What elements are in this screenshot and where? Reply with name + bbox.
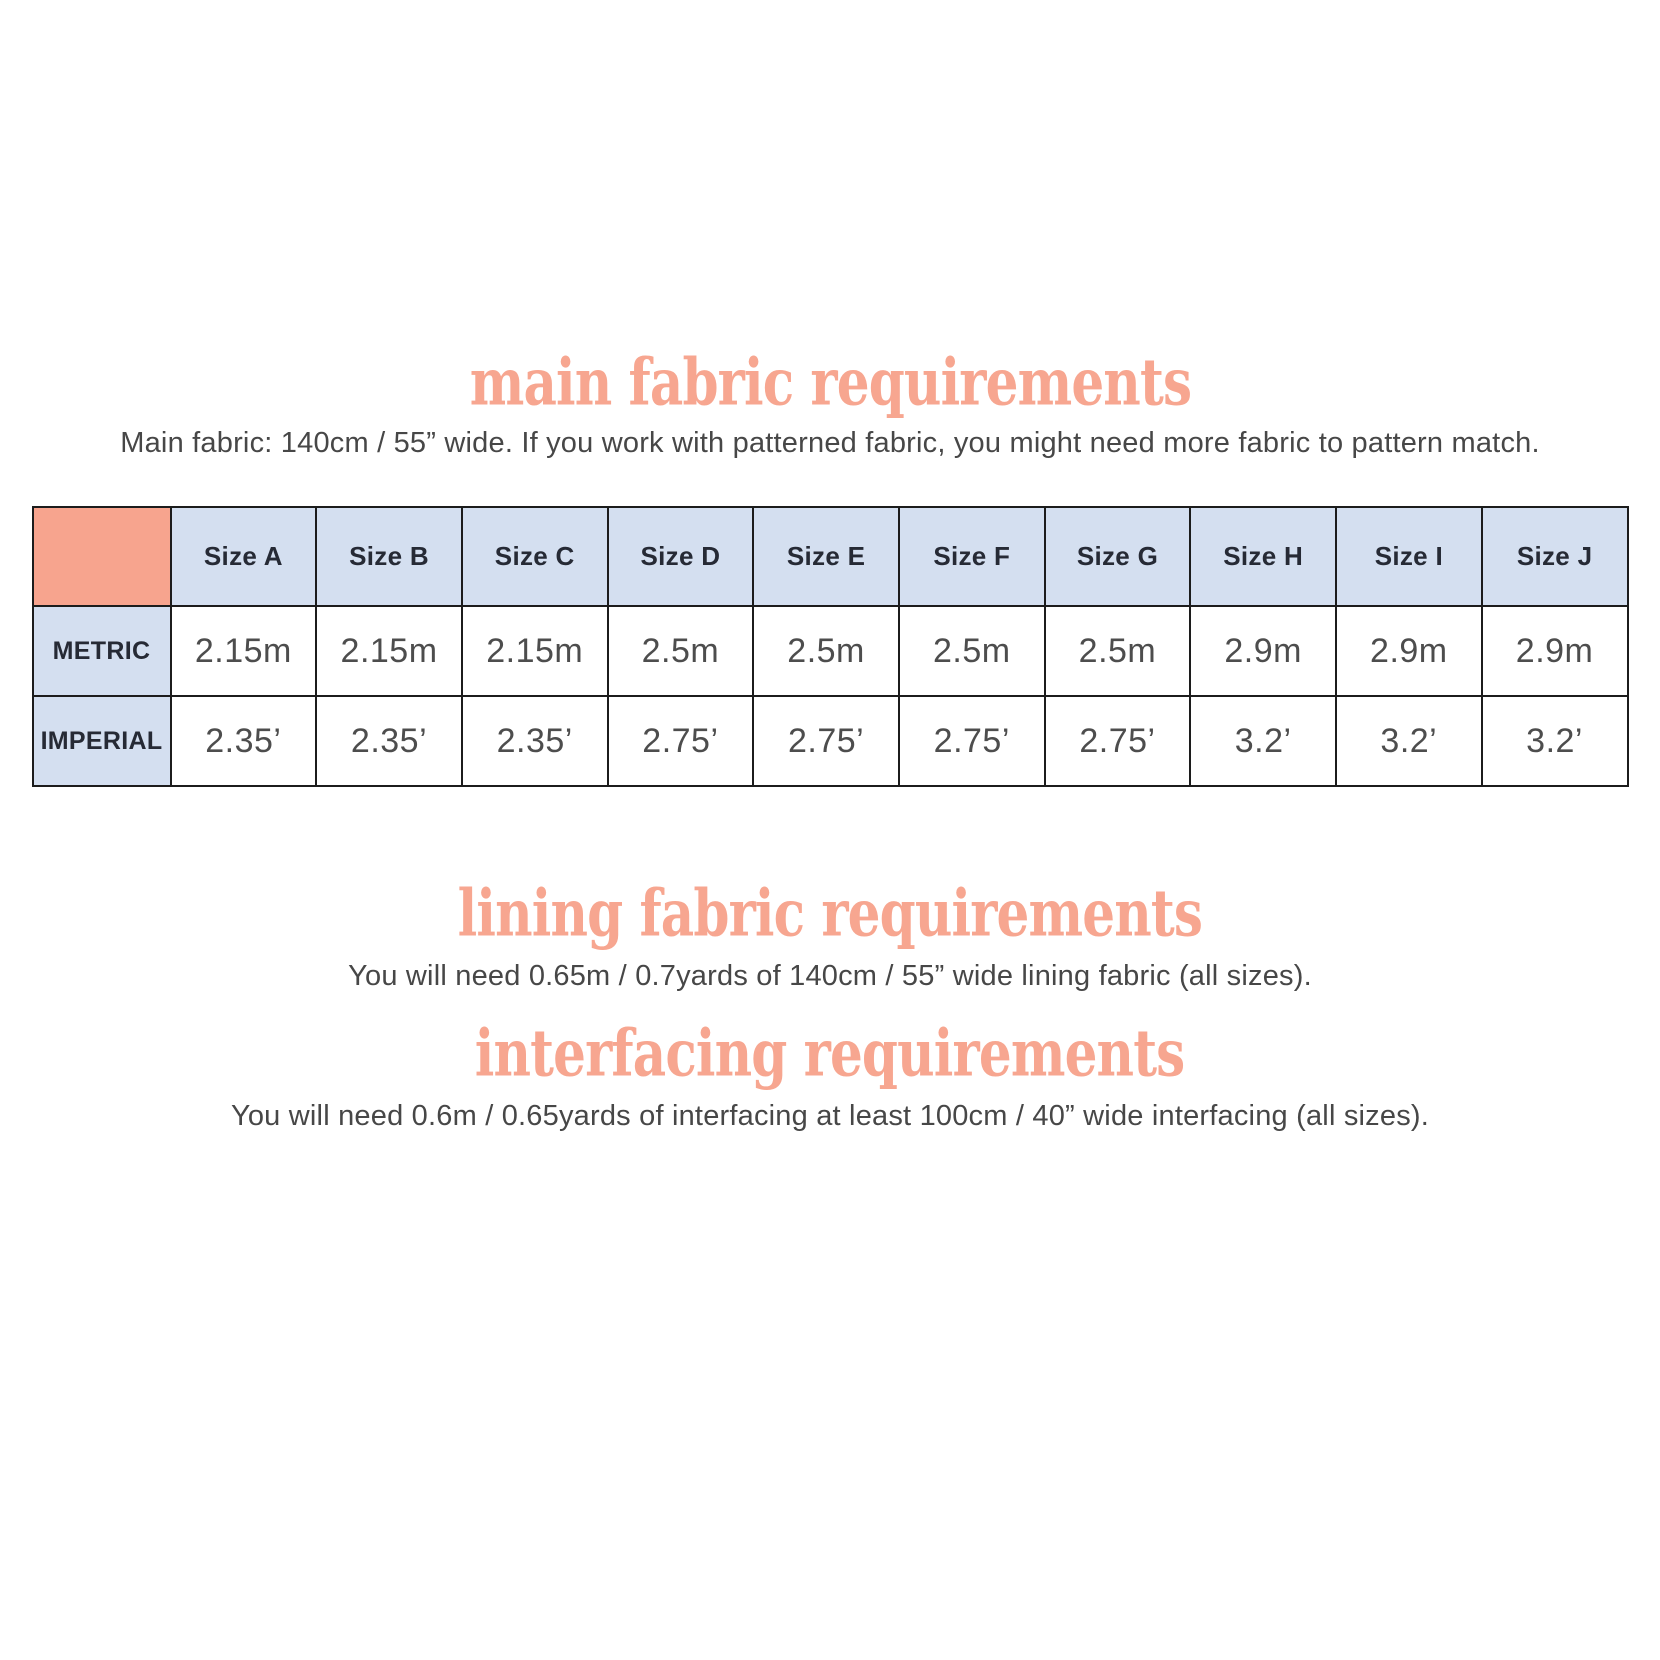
metric-value-size-e: 2.5m	[753, 606, 899, 696]
interfacing-body-text: You will need 0.6m / 0.65yards of interfacing at least 100cm / 40” wide interfacing (all sizes).	[230, 1100, 1430, 1132]
main-fabric-title-text: main fabric requirements	[469, 345, 1191, 421]
column-header-size-d: Size D	[608, 507, 754, 606]
metric-value-size-g: 2.5m	[1045, 606, 1191, 696]
column-header-size-g: Size G	[1045, 507, 1191, 606]
metric-value-size-a: 2.15m	[171, 606, 317, 696]
lining-fabric-section-title	[0, 876, 1660, 952]
interfacing-section-title	[0, 1016, 1660, 1092]
column-header-size-j: Size J	[1482, 507, 1628, 606]
metric-value-size-b: 2.15m	[316, 606, 462, 696]
imperial-value-size-d: 2.75’	[608, 696, 754, 786]
imperial-value-size-c: 2.35’	[462, 696, 608, 786]
column-header-size-h: Size H	[1190, 507, 1336, 606]
table-row-imperial	[33, 696, 1628, 786]
imperial-value-size-e: 2.75’	[753, 696, 899, 786]
fabric-requirements-table	[32, 506, 1629, 787]
metric-value-size-f: 2.5m	[899, 606, 1045, 696]
imperial-value-size-f: 2.75’	[899, 696, 1045, 786]
metric-value-size-c: 2.15m	[462, 606, 608, 696]
lining-fabric-body-text: You will need 0.65m / 0.7yards of 140cm / 55” wide lining fabric (all sizes).	[348, 960, 1312, 992]
imperial-value-size-h: 3.2’	[1190, 696, 1336, 786]
column-header-size-a: Size A	[171, 507, 317, 606]
row-label-metric: METRIC	[33, 606, 171, 696]
imperial-value-size-b: 2.35’	[316, 696, 462, 786]
column-header-size-e: Size E	[753, 507, 899, 606]
column-header-size-f: Size F	[899, 507, 1045, 606]
table-row-metric	[33, 606, 1628, 696]
row-label-imperial: IMPERIAL	[33, 696, 171, 786]
column-header-size-c: Size C	[462, 507, 608, 606]
imperial-value-size-a: 2.35’	[171, 696, 317, 786]
main-fabric-section-title	[0, 0, 1660, 421]
table-header-row	[33, 507, 1628, 606]
metric-value-size-h: 2.9m	[1190, 606, 1336, 696]
imperial-value-size-i: 3.2’	[1336, 696, 1482, 786]
metric-value-size-i: 2.9m	[1336, 606, 1482, 696]
lining-fabric-title-text: lining fabric requirements	[457, 876, 1203, 952]
interfacing-title-text: interfacing requirements	[475, 1016, 1185, 1092]
metric-value-size-d: 2.5m	[608, 606, 754, 696]
main-fabric-subtitle: Main fabric: 140cm / 55” wide. If you work with patterned fabric, you might need more fabric to pattern match.	[120, 427, 1540, 459]
column-header-size-b: Size B	[316, 507, 462, 606]
corner-cell	[33, 507, 171, 606]
metric-value-size-j: 2.9m	[1482, 606, 1628, 696]
imperial-value-size-j: 3.2’	[1482, 696, 1628, 786]
column-header-size-i: Size I	[1336, 507, 1482, 606]
imperial-value-size-g: 2.75’	[1045, 696, 1191, 786]
